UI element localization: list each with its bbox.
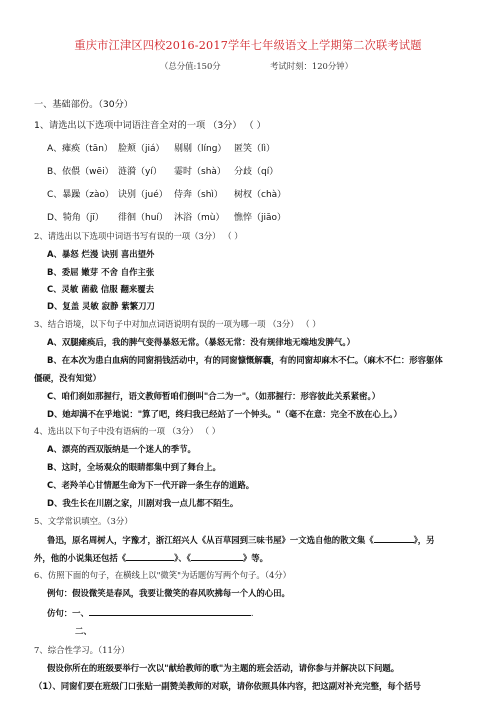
section-heading: 一、基础部份。（30分） bbox=[34, 99, 133, 110]
q1-a-1: A、瘫痪（tān） bbox=[47, 144, 113, 154]
q3-option-c: C、咱们刹如那握行，语文教师暂咱们倒叫"合二为一"。（如那握行：形容彼此关系紧密。） bbox=[47, 391, 381, 401]
q1-b-2: 涟漪（yí） bbox=[118, 167, 162, 177]
q1-d-1: D、犄角（jī） bbox=[47, 213, 104, 223]
q5-text-line2 bbox=[34, 551, 268, 564]
q6-answer-label-2: 二、 bbox=[75, 626, 92, 636]
q6-example: 例句：假设微笑是春风，我要让微笑的春风吹拂每一个人的心田。 bbox=[47, 588, 290, 598]
q5-blank-2[interactable] bbox=[126, 551, 174, 561]
q7-intro: 假设你所在的班级要举行一次以"献给教师的歌"为主题的班会活动，请你参与并解决以下问题。 bbox=[47, 663, 400, 673]
exam-time: 考试时刻：120分钟） bbox=[270, 61, 353, 71]
q4-option-d: D、我生长在川剧之家，川剧对我一点儿都不陌生。 bbox=[47, 498, 239, 508]
q6-answer-line2 bbox=[75, 625, 92, 637]
q5-text-line1 bbox=[47, 533, 435, 546]
q2-option-b: B、委屈 嫩芽 不舍 自作主张 bbox=[47, 267, 155, 277]
q3-option-a: A、双腿瘫痪后，我的脾气变得暴怒无常。（暴怒无常：没有规律地无端地发脾气。） bbox=[47, 337, 355, 347]
q5-blank-1[interactable] bbox=[374, 533, 414, 543]
q2-stem: 2、请选出以下选项中词语书写有误的一项（3分） （ ） bbox=[34, 231, 243, 241]
q6-stem: 6、仿照下面的句子，在横线上以"微笑"为话题仿写两个句子。（4分） bbox=[34, 570, 292, 580]
q1-c-3: 侍奔（shì） bbox=[174, 190, 223, 200]
q1-d-2: 徘徊（huí） bbox=[118, 213, 168, 223]
q4-option-c: C、老羚羊心甘情愿生命为下一代开辟一条生存的道路。 bbox=[47, 480, 255, 490]
q4-option-b: B、这时，全场观众的眼睛都集中到了舞台上。 bbox=[47, 462, 221, 472]
q5-text-d: 》、《 bbox=[174, 553, 191, 563]
q5-stem: 5、文学常识填空。（3分） bbox=[34, 516, 133, 526]
q5-text-b: 》，另 bbox=[413, 535, 435, 545]
total-score: （总分值:150分 bbox=[160, 61, 221, 71]
q3-option-d: D、她却满不在乎地说："算了吧，终归我已经站了一个钟头。"（毫不在意：完全不放在心上。） bbox=[47, 409, 402, 419]
q5-text-c: 外，他的小说集还包括《 bbox=[34, 553, 127, 563]
q3-stem: 3、结合语境，以下句子中对加点词语说明有误的一项为哪一项 （3分） （ ） bbox=[34, 319, 321, 329]
q1-a-4: 匿笑（lì） bbox=[234, 144, 276, 154]
q1-b-3: 霎时（shà） bbox=[174, 167, 226, 177]
q2-option-c: C、灵敏 菌截 信服 翻来覆去 bbox=[47, 284, 155, 294]
q4-option-a: A、漂亮的西双版纳是一个迷人的季节。 bbox=[47, 444, 196, 454]
q1-c-4: 树杈（chà） bbox=[234, 190, 287, 200]
q5-blank-3[interactable] bbox=[191, 551, 243, 561]
page-title: 重庆市江津区四校2016-2017学年七年级语文上学期第二次联考试题 bbox=[74, 39, 422, 52]
q6-blank-1[interactable] bbox=[89, 606, 251, 616]
q1-b-4: 分歧（qí） bbox=[234, 167, 279, 177]
q2-option-a: A、暴怒 烂漫 诀别 喜出望外 bbox=[47, 249, 155, 259]
q1-a-3: 剔剔（líng） bbox=[174, 144, 227, 154]
q7-part-1: （1）、同窗们要在班级门口张贴一副赞美教师的对联，请你依照具体内容，把这副对补充完整，每个括号 bbox=[34, 681, 421, 691]
q6-answer-line1: 仿句：一、 . bbox=[47, 608, 254, 618]
q2-option-d: D、复盖 灵敏 寂静 紫繁刀刀 bbox=[47, 301, 155, 311]
q1-b-1: B、依偎（wēi） bbox=[47, 167, 114, 177]
q3-option-b: B、在本次为患白血病的同窗捐钱活动中，有的同窗慷慨解囊，有的同窗却麻木不仁。（麻木不仁：形容躯体 bbox=[47, 355, 443, 365]
q5-text-e: 》等。 bbox=[242, 553, 268, 563]
q1-c-2: 诀别（jué） bbox=[118, 190, 168, 200]
q5-text-a: 鲁迅，原名周树人，字豫才，浙江绍兴人《从百草园到三味书屋》一文选自他的散文集《 bbox=[47, 535, 374, 545]
q1-a-2: 脸颊（jiá） bbox=[118, 144, 165, 154]
q1-c-1: C、暴躁（zào） bbox=[47, 190, 115, 200]
q3-option-b-cont: 僵硬，没有知觉） bbox=[34, 373, 101, 383]
q1-d-4: 憔悴（jiāo） bbox=[234, 213, 287, 223]
q1-d-3: 沐浴（mù） bbox=[174, 213, 225, 223]
q4-stem: 4、选出以下句子中没有语病的一项 （3分） （ ） bbox=[34, 426, 221, 436]
q1-stem: 1、请选出以下选项中词语注音全对的一项 （3分） （ ） bbox=[34, 120, 266, 131]
q7-stem: 7、综合性学习。（11分） bbox=[34, 645, 130, 655]
q6-answer-label-1: 仿句：一、 bbox=[47, 608, 89, 618]
